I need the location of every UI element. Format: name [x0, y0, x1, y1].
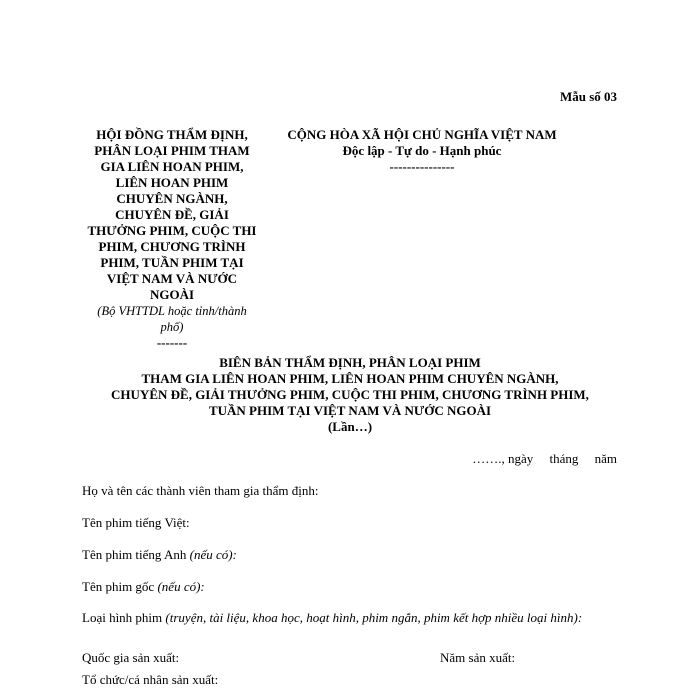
agency-divider: ------- — [156, 335, 188, 350]
film-type-label: Loại hình phim — [82, 610, 163, 625]
english-title-note: (nếu có): — [189, 547, 237, 562]
republic-motto: Độc lập - Tự do - Hạnh phúc — [342, 143, 502, 158]
agency-name-line: HỘI ĐỒNG THẨM ĐỊNH, — [96, 127, 248, 142]
agency-name-line: VIỆT NAM VÀ NƯỚC — [106, 271, 238, 286]
title-line: THAM GIA LIÊN HOAN PHIM, LIÊN HOAN PHIM CHUYÊN NGÀNH, — [141, 371, 559, 386]
year-label: Năm sản xuất: — [440, 650, 516, 665]
members-field — [82, 483, 318, 499]
country-field — [82, 650, 179, 666]
agency-header — [72, 127, 272, 351]
agency-name-line: CHUYÊN ĐỀ, GIẢI — [115, 207, 229, 222]
agency-name-line: GIA LIÊN HOAN PHIM, — [100, 159, 244, 174]
republic-divider: --------------- — [389, 159, 455, 174]
republic-header — [272, 127, 572, 175]
producer-field — [82, 672, 218, 688]
title-line: (Lần…) — [327, 419, 373, 434]
agency-name-line: PHÂN LOẠI PHIM THAM — [94, 143, 250, 158]
vietnamese-title-label: Tên phim tiếng Việt: — [82, 515, 190, 530]
form-code: Mẫu số 03 — [559, 89, 617, 104]
title-line: CHUYÊN ĐỀ, GIẢI THƯỞNG PHIM, CUỘC THI PHIM, CHƯƠNG TRÌNH PHIM, — [111, 387, 589, 402]
year-field — [440, 650, 515, 666]
original-title-note: (nếu có): — [157, 579, 205, 594]
title-line: BIÊN BẢN THẨM ĐỊNH, PHÂN LOẠI PHIM — [219, 355, 481, 370]
agency-name-line: THƯỞNG PHIM, CUỘC THI — [87, 223, 257, 238]
producer-label: Tổ chức/cá nhân sản xuất: — [82, 672, 219, 687]
agency-name-line: LIÊN HOAN PHIM — [115, 175, 229, 190]
vietnamese-title-field — [82, 515, 190, 531]
republic-name: CỘNG HÒA XÃ HỘI CHỦ NGHĨA VIỆT NAM — [287, 127, 557, 142]
document-title — [40, 355, 660, 435]
title-line: TUẦN PHIM TẠI VIỆT NAM VÀ NƯỚC NGOÀI — [208, 403, 492, 418]
agency-name-line: PHIM, CHƯƠNG TRÌNH — [98, 239, 246, 254]
agency-name-line: NGOÀI — [149, 287, 195, 302]
original-title-label: Tên phim gốc — [82, 579, 155, 594]
agency-parent-line: (Bộ VHTTDL hoặc tỉnh/thành — [97, 304, 247, 318]
agency-name-line: PHIM, TUẦN PHIM TẠI — [100, 255, 244, 270]
agency-name-line: CHUYÊN NGÀNH, — [116, 191, 228, 206]
agency-parent-line: phố) — [160, 320, 184, 334]
date-line: ……., ngày tháng năm — [472, 451, 617, 466]
film-type-field — [82, 610, 582, 626]
members-label: Họ và tên các thành viên tham gia thẩm định: — [82, 483, 319, 498]
original-title-field — [82, 579, 205, 595]
country-label: Quốc gia sản xuất: — [82, 650, 180, 665]
film-type-note: (truyện, tài liệu, khoa học, hoạt hình, phim ngắn, phim kết hợp nhiều loại hình): — [165, 610, 583, 625]
english-title-field — [82, 547, 237, 563]
english-title-label: Tên phim tiếng Anh — [82, 547, 187, 562]
